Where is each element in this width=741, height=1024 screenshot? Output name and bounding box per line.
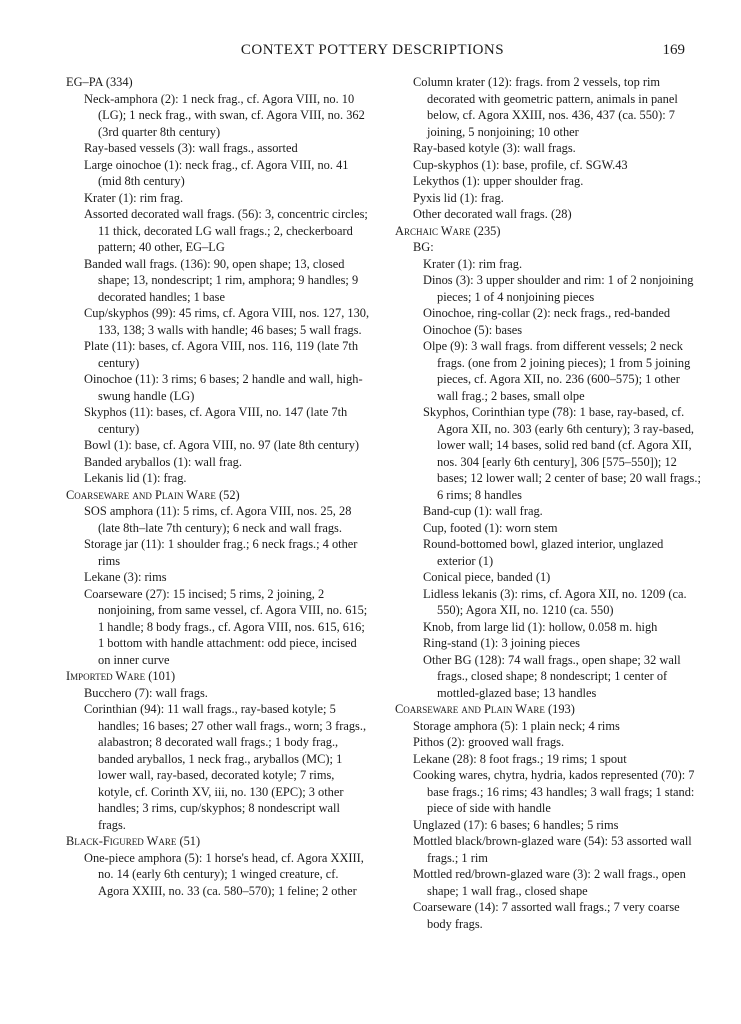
catalog-entry: Cooking wares, chytra, hydria, kados represented (70): 7 base frags.; 16 rims; 43 handles; 3 wall frags; 1 stand: piece of side with handle (413, 768, 695, 815)
catalog-entry: Other decorated wall frags. (28) (413, 207, 572, 221)
catalog-entry: Oinochoe (11): 3 rims; 6 bases; 2 handle and wall, high-swung handle (LG) (84, 372, 363, 403)
section-heading: Coarseware and Plain Ware (193) (395, 702, 575, 716)
catalog-entry: Storage amphora (5): 1 plain neck; 4 rims (413, 718, 620, 733)
catalog-entry: Lidless lekanis (3): rims, cf. Agora XII, no. 1209 (ca. 550); Agora XII, no. 1210 (ca. 550) (423, 586, 687, 617)
catalog-entry: Krater (1): rim frag. (423, 256, 523, 271)
catalog-entry: BG: (413, 240, 434, 254)
catalog-entry: Lekane (28): 8 foot frags.; 19 rims; 1 spout (413, 751, 627, 766)
catalog-entry: Cup-skyphos (1): base, profile, cf. SGW.43 (413, 157, 628, 172)
page-header (60, 38, 685, 62)
catalog-entry: Banded aryballos (1): wall frag. (84, 454, 242, 469)
catalog-entry: Lekane (3): rims (84, 570, 167, 584)
catalog-entry: Cup/skyphos (99): 45 rims, cf. Agora VIII, nos. 127, 130, 133, 138; 3 walls with handle; 46 bases; 5 wall frags. (84, 306, 370, 337)
catalog-entry: Lekanis lid (1): frag. (84, 471, 187, 485)
section-heading: Coarseware and Plain Ware (52) (66, 487, 240, 502)
catalog-entry: Krater (1): rim frag. (84, 190, 184, 205)
catalog-entry: Ray-based kotyle (3): wall frags. (413, 141, 576, 155)
catalog-entry: Coarseware (27): 15 incised; 5 rims, 2 joining, 2 nonjoining, from same vessel, cf. Agora VIII, no. 615; 1 handle; 8 body frags., cf. Agora VIII, nos. 615, 616; 1 bottom with handle attachment: odd piece, incised on inner curve (84, 586, 368, 667)
catalog-entry: Oinochoe, ring-collar (2): neck frags., red-banded (423, 306, 671, 320)
catalog-entry: Mottled red/brown-glazed ware (3): 2 wall frags., open shape; 1 wall frag., closed shape (413, 867, 686, 898)
catalog-entry: SOS amphora (11): 5 rims, cf. Agora VIII, nos. 25, 28 (late 8th–late 7th century); 6 neck and wall frags. (84, 504, 352, 535)
catalog-entry: Dinos (3): 3 upper shoulder and rim: 1 of 2 nonjoining pieces; 1 of 4 nonjoining pieces (423, 273, 694, 304)
catalog-entry: Large oinochoe (1): neck frag., cf. Agora VIII, no. 41 (mid 8th century) (84, 157, 349, 188)
catalog-entry: Coarseware (14): 7 assorted wall frags.; 7 very coarse body frags. (413, 900, 680, 931)
catalog-entry: Storage jar (11): 1 shoulder frag.; 6 neck frags.; 4 other rims (84, 537, 358, 568)
catalog-entry: Pyxis lid (1): frag. (413, 190, 504, 205)
catalog-entry: Olpe (9): 3 wall frags. from different vessels; 2 neck frags. (one from 2 joining pieces); 1 from 5 joining pieces, cf. Agora XII, no. 236 (600–575); 1 other wall frag.; 2 bases, small olpe (423, 339, 691, 403)
catalog-entry: Knob, from large lid (1): hollow, 0.058 m. high (423, 619, 658, 634)
catalog-entry: Corinthian (94): 11 wall frags., ray-based kotyle; 5 handles; 16 bases; 27 other wall frags., worn; 3 frags., alabastron; 8 decorated wall frags.; 1 body frag., banded aryballos, 1 neck frag., aryballos (MC); 1 lower wall, ray-based, decorated kotyle; 7 rims, kotyle, cf. Corinth XV, iii, no. 130 (EPC); 3 other handles; 3 rims, cup/skyphos; 8 nondescript wall frags. (84, 702, 367, 832)
catalog-entry: Round-bottomed bowl, glazed interior, unglazed exterior (1) (423, 537, 664, 568)
catalog-entry: Unglazed (17): 6 bases; 6 handles; 5 rims (413, 817, 619, 832)
catalog-entry: Skyphos, Corinthian type (78): 1 base, ray-based, cf. Agora XII, no. 303 (early 6th century); 3 ray-based, lower wall; 14 bases, solid red band (cf. Agora XII, nos. 304 [early 6th century], 306 [575–550]); 12 bases; 12 lower wall; 2 center of base; 20 wall frags.; 6 rims; 8 handles (423, 405, 701, 502)
section-heading: Archaic Ware (235) (395, 223, 501, 238)
catalog-entry: Band-cup (1): wall frag. (423, 504, 543, 518)
catalog-entry: Plate (11): bases, cf. Agora VIII, nos. 116, 119 (late 7th century) (84, 339, 359, 370)
running-head: CONTEXT POTTERY DESCRIPTIONS (240, 42, 505, 58)
catalog-entry: Neck-amphora (2): 1 neck frag., cf. Agora VIII, no. 10 (LG); 1 neck frag., with swan, cf. Agora VIII, no. 362 (3rd quarter 8th century) (84, 91, 365, 139)
catalog-entry: One-piece amphora (5): 1 horse's head, cf. Agora XXIII, no. 14 (early 6th century); 1 winged creature, cf. Agora XXIII, no. 33 (ca. 580–570); 1 feline; 2 other (84, 850, 364, 898)
catalog-entry: Banded wall frags. (136): 90, open shape; 13, closed shape; 13, nondescript; 1 rim, amphora; 9 handles; 9 decorated handles; 1 base (84, 256, 359, 304)
catalog-entry: Lekythos (1): upper shoulder frag. (413, 174, 584, 188)
section-heading: Black-Figured Ware (51) (66, 834, 201, 848)
section-heading: Imported Ware (101) (66, 669, 176, 683)
page-number: 169 (662, 42, 685, 58)
catalog-entry: Oinochoe (5): bases (423, 322, 523, 337)
catalog-entry: Cup, footed (1): worn stem (423, 520, 558, 535)
catalog-entry: Conical piece, banded (1) (423, 570, 551, 584)
catalog-entry: Bowl (1): base, cf. Agora VIII, no. 97 (late 8th century) (84, 438, 360, 452)
catalog-entry: Pithos (2): grooved wall frags. (413, 735, 565, 749)
catalog-entry: Other BG (128): 74 wall frags., open shape; 32 wall frags., closed shape; 8 nondescript; 1 center of mottled-glazed base; 13 handles (423, 652, 681, 700)
catalog-entry: Column krater (12): frags. from 2 vessels, top rim decorated with geometric pattern, animals in panel below, cf. Agora XXIII, nos. 436, 437 (ca. 550): 7 joining, 5 nonjoining; 10 other (413, 75, 678, 139)
catalog-entry: Mottled black/brown-glazed ware (54): 53 assorted wall frags.; 1 rim (413, 834, 692, 865)
catalog-entry: Assorted decorated wall frags. (56): 3, concentric circles; 11 thick, decorated LG wall frags.; 2, checkerboard pattern; 40 other, EG–LG (84, 207, 368, 254)
left-column (66, 74, 370, 899)
catalog-entry: Bucchero (7): wall frags. (84, 685, 208, 700)
catalog-entry: Ring-stand (1): 3 joining pieces (423, 636, 580, 650)
catalog-entry: Skyphos (11): bases, cf. Agora VIII, no. 147 (late 7th century) (84, 405, 348, 436)
right-column (395, 74, 704, 932)
section-heading: EG–PA (334) (66, 75, 133, 89)
catalog-entry: Ray-based vessels (3): wall frags., assorted (84, 141, 298, 155)
